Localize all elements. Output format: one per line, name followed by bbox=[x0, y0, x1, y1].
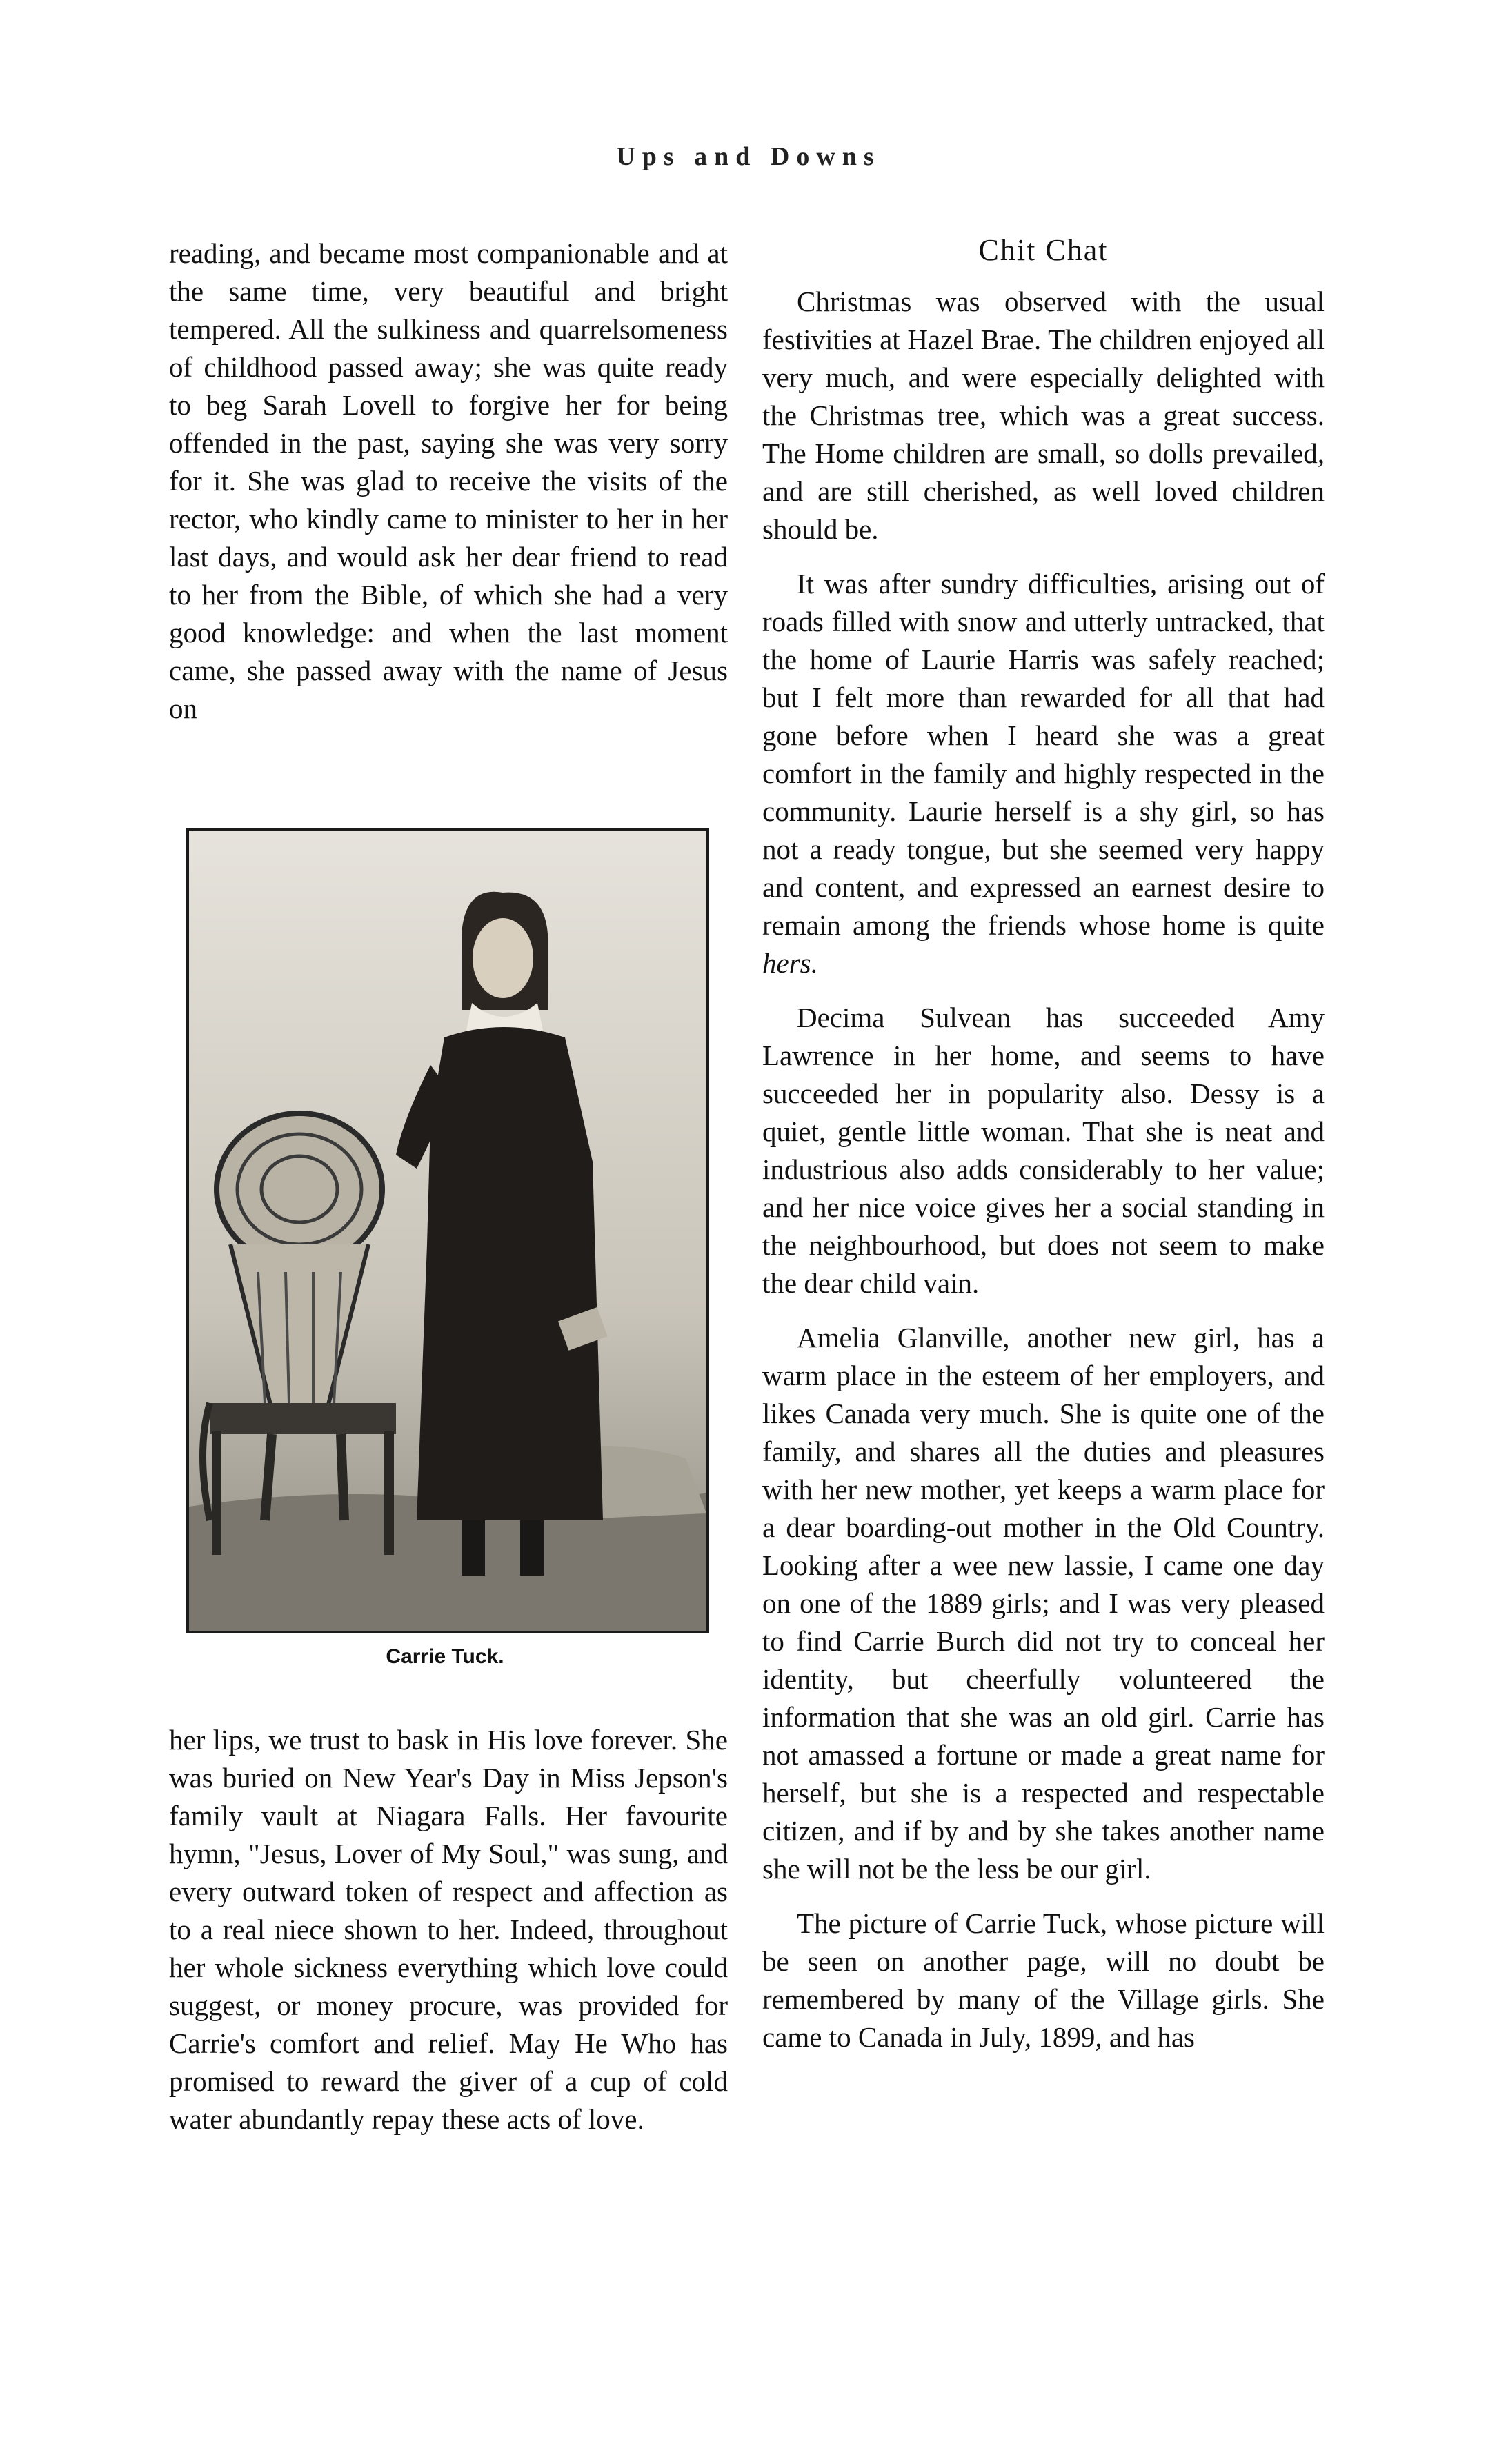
body-paragraph: Decima Sulvean has succeeded Amy Lawrence in her home, and seems to have succeeded her in popularity also. Dessy is a quiet, gentle little woman. That she is neat and industrious also adds considerably to her value; and her nice voice gives her a social standing in the neighbourhood, but does not seem to make the dear child vain. bbox=[762, 1002, 1325, 1299]
body-paragraph: reading, and became most companionable and at the same time, very beautiful and bright tempered. All the sulkiness and quarrelsomeness of childhood passed away; she was quite ready to beg Sarah Lovell to forgive her for being offended in the past, saying she was very sorry for it. She was glad to receive the visits of the rector, who kindly came to minister to her in her last days, and would ask her dear friend to read to her from the Bible, of which she had a very good knowledge: and when the last moment came, she passed away with the name of Jesus on bbox=[169, 237, 728, 724]
body-paragraph: Christmas was observed with the usual festivities at Hazel Brae. The children enjoyed all very much, and were especially delighted with the Christmas tree, which was a great success. The Home children are small, so dolls prevailed, and are still cherished, as well loved children should be. bbox=[762, 286, 1325, 545]
portrait-photo bbox=[186, 828, 709, 1633]
portrait-illustration bbox=[189, 831, 706, 1631]
right-column bbox=[762, 231, 1325, 2073]
left-column-bottom bbox=[169, 1721, 728, 2155]
body-paragraph: her lips, we trust to bask in His love forever. She was buried on New Year's Day in Miss Jepson's family vault at Niagara Falls. Her favourite hymn, "Jesus, Lover of My Soul," was sung, and every outward token of respect and affection as to a real niece shown to her. Indeed, throughout her whole sickness everything which love could suggest, or money procure, was provided for Carrie's comfort and relief. May He Who has promised to reward the giver of a cup of cold water abundantly repay these acts of love. bbox=[169, 1724, 728, 2135]
paragraph-text: It was after sundry difficulties, arising out of roads filled with snow and utterly untracked, that the home of Laurie Harris was safely reached; but I felt more than rewarded for all that had gone before when I heard she was a great comfort in the family and highly respected in the community. Laurie herself is a shy girl, so has not a ready tongue, but she seemed very happy and content, and expressed an earnest desire to remain among the friends whose home is quite bbox=[762, 568, 1325, 941]
running-head: Ups and Downs bbox=[616, 142, 881, 171]
body-paragraph bbox=[762, 565, 1325, 982]
body-paragraph: Amelia Glanville, another new girl, has a warm place in the esteem of her employers, and likes Canada very much. She is quite one of the family, and shares all the duties and pleasures with her new mother, yet keeps a warm place for a dear boarding-out mother in the Old Country. Looking after a wee new lassie, I came one day on one of the 1889 girls; and I was very pleased to find Carrie Burch did not try to conceal her identity, but cheerfully volunteered the information that she was an old girl. Carrie has not amassed a fortune or made a great name for herself, but she is a respected and respectable citizen, and if by and by she takes another name she will not be the less be our girl. bbox=[762, 1322, 1325, 1885]
photo-caption: Carrie Tuck. bbox=[386, 1645, 504, 1668]
section-heading: Chit Chat bbox=[978, 233, 1109, 267]
left-column-top bbox=[169, 235, 728, 744]
body-paragraph: The picture of Carrie Tuck, whose picture will be seen on another page, will no doubt be remembered by many of the Village girls. She came to Canada in July, 1899, and has bbox=[762, 1907, 1325, 2053]
emphasized-word: hers. bbox=[762, 947, 818, 979]
